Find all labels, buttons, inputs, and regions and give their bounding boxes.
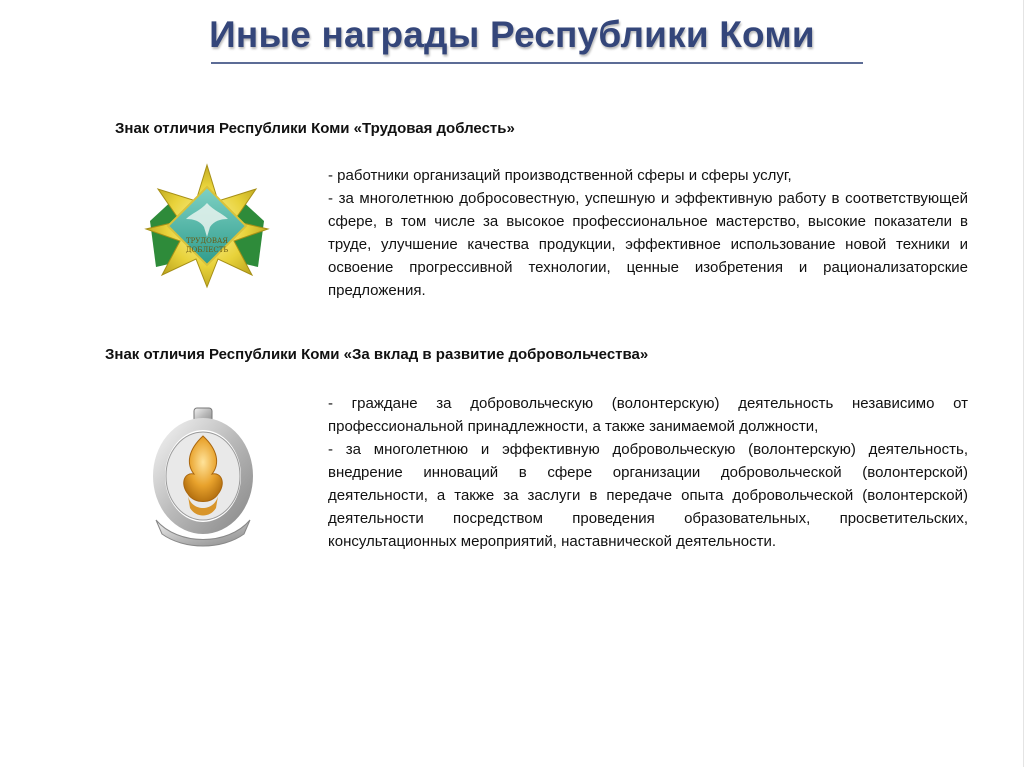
award-2-item-1: - граждане за добровольческую (волонтерскую) деятельность независимо от профессиональной принадлежности, а также занимаемой должности, [328,395,968,435]
slide-title: Иные награды Республики Коми [209,14,815,55]
award-1-item-2: - за многолетнюю добросовестную, успешную и эффективную работу в соответствующей сфере, в том числе за высокое профессиональное мастерство, высокие показатели в труде, улучшение качества продукции, эффективное использование новой техники и освоение прогрессивной технологии, ценные изобретения и рационализаторские предложения. [328,190,968,299]
dobrovolchestvo-badge-image [148,400,258,550]
badge-1-text-line-2: ДОБЛЕСТЬ [185,246,229,254]
award-2-heading: Знак отличия Республики Коми «За вклад в развитие добровольчества» [105,346,649,363]
award-1-item-1: - работники организаций производственной сферы и сферы услуг, [328,167,792,184]
badge-1-text-line-1: ТРУДОВАЯ [186,237,228,245]
award-2-item-2: - за многолетнюю и эффективную добровольческую (волонтерскую) деятельность, внедрение инноваций в сфере организации добровольческой (волонтерской) деятельности, а также за заслуги в передаче опыта добровольческой (волонтерской) деятельности посредством проведения образовательных, просветительских, консультационных мероприятий, наставнической деятельности. [328,441,968,550]
award-2-description [328,392,968,553]
award-1-description [328,164,968,302]
award-1-heading: Знак отличия Республики Коми «Трудовая доблесть» [115,120,515,137]
title-underline [211,62,863,64]
trudovaya-doblest-badge-image [142,163,272,289]
